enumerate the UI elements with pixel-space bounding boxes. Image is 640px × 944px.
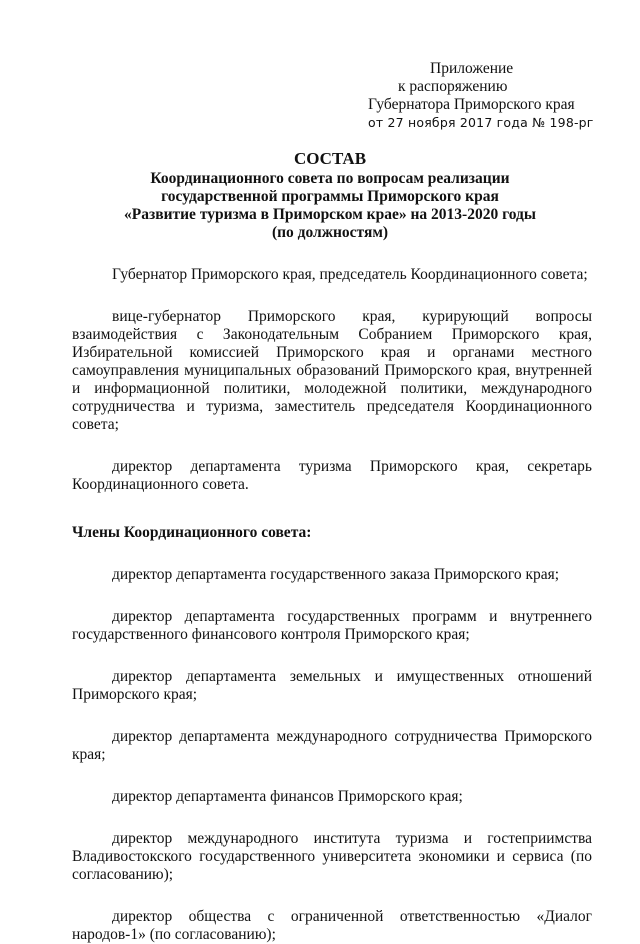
appendix-line-2: к распоряжению — [398, 78, 508, 95]
member-item: директор департамента государственных программ и внутреннего государственного финансового контроля Приморского края; — [72, 608, 592, 643]
member-item: директор департамента международного сотрудничества Приморского края; — [72, 728, 592, 763]
member-item: директор департамента финансов Приморского края; — [112, 788, 463, 805]
document-title — [60, 150, 600, 242]
member-item: директор общества с ограниченной ответственностью «Диалог народов-1» (по согласованию); — [72, 908, 592, 943]
title-line-1: Координационного совета по вопросам реализации — [150, 170, 510, 187]
appendix-date-line: от 27 ноября 2017 года № 198-рг — [368, 115, 594, 130]
member-item: директор международного института туризма и гостеприимства Владивостокского государственного университета экономики и сервиса (по согласованию); — [72, 830, 592, 883]
members-heading: Члены Координационного совета: — [72, 524, 312, 541]
title-line-2: государственной программы Приморского края — [161, 188, 499, 205]
member-item: директор департамента государственного заказа Приморского края; — [112, 566, 560, 583]
leadership-item: вице-губернатор Приморского края, курирующий вопросы взаимодействия с Законодательным Собранием Приморского края, Избирательной комиссией Приморского края и органами местного самоуправления муниципальных образований Приморского края, внутренней и информационной политики, молодежной политики, международного сотрудничества и туризма, заместитель председателя Координационного совета; — [72, 308, 592, 433]
title-main: СОСТАВ — [293, 149, 367, 168]
leadership-item: Губернатор Приморского края, председатель Координационного совета; — [112, 266, 588, 283]
title-line-3: «Развитие туризма в Приморском крае» на 2013-2020 годы — [124, 206, 536, 223]
title-line-4: (по должностям) — [271, 224, 389, 241]
document-body — [72, 266, 592, 944]
member-item: директор департамента земельных и имущественных отношений Приморского края; — [72, 668, 592, 703]
appendix-line-1: Приложение — [430, 60, 514, 77]
leadership-item: директор департамента туризма Приморского края, секретарь Координационного совета. — [72, 458, 592, 493]
appendix-line-3: Губернатора Приморского края — [368, 96, 575, 113]
appendix-block — [368, 60, 618, 132]
